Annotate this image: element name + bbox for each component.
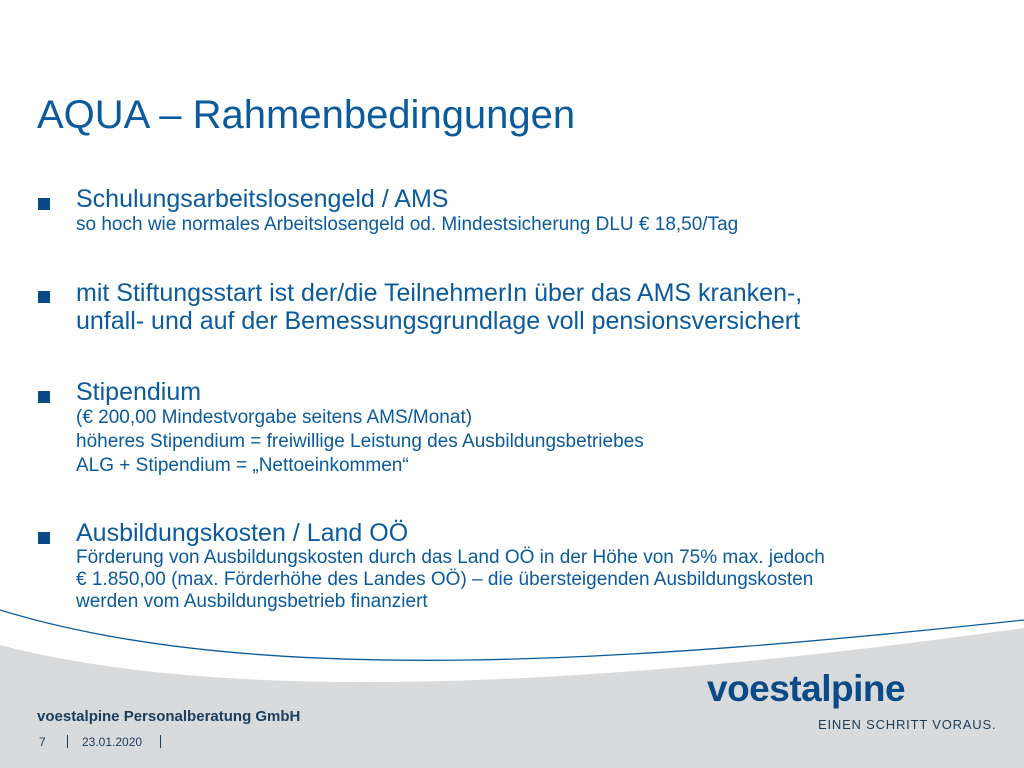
footer-separator (160, 735, 161, 748)
bullet-headline: Ausbildungskosten / Land OÖ (76, 519, 409, 547)
bullet-detail: ALG + Stipendium = „Nettoeinkommen“ (76, 455, 409, 476)
square-bullet-icon (38, 391, 50, 403)
bullet-detail: höheres Stipendium = freiwillige Leistung des Ausbildungsbetriebes (76, 431, 644, 452)
company-name: voestalpine Personalberatung GmbH (37, 708, 301, 725)
bullet-headline: Stipendium (76, 378, 202, 406)
logo-slogan: EINEN SCHRITT VORAUS. (818, 717, 997, 732)
square-bullet-icon (38, 532, 50, 544)
bullet-detail: werden vom Ausbildungsbetrieb finanziert (76, 591, 428, 612)
bullet-detail: (€ 200,00 Mindestvorgabe seitens AMS/Monat) (76, 407, 473, 428)
bullet-detail: € 1.850,00 (max. Förderhöhe des Landes OÖ) – die übersteigenden Ausbildungskosten (76, 569, 814, 590)
bullet-item (37, 186, 997, 237)
square-bullet-icon (38, 291, 50, 303)
bullet-headline (76, 279, 997, 335)
bullet-detail: Förderung von Ausbildungskosten durch das Land OÖ in der Höhe von 75% max. jedoch (76, 547, 825, 568)
footer-meta (39, 735, 175, 749)
slide-date: 23.01.2020 (82, 735, 143, 749)
bullet-detail: so hoch wie normales Arbeitslosengeld od. Mindestsicherung DLU € 18,50/Tag (76, 214, 739, 235)
square-bullet-icon (38, 198, 50, 210)
voestalpine-logo: voestalpine (707, 668, 906, 709)
page-number: 7 (39, 735, 46, 749)
footer-separator (67, 735, 68, 748)
bullet-headline: Schulungsarbeitslosengeld / AMS (76, 185, 449, 213)
bullet-list (37, 186, 997, 613)
bullet-item (37, 379, 997, 478)
bullet-item (37, 279, 997, 335)
bullet-headline-line: mit Stiftungsstart ist der/die TeilnehmerIn über das AMS kranken-, (76, 279, 803, 307)
bullet-headline-line: unfall- und auf der Bemessungsgrundlage voll pensionsversichert (76, 307, 801, 335)
slide-title: AQUA – Rahmenbedingungen (37, 93, 576, 137)
